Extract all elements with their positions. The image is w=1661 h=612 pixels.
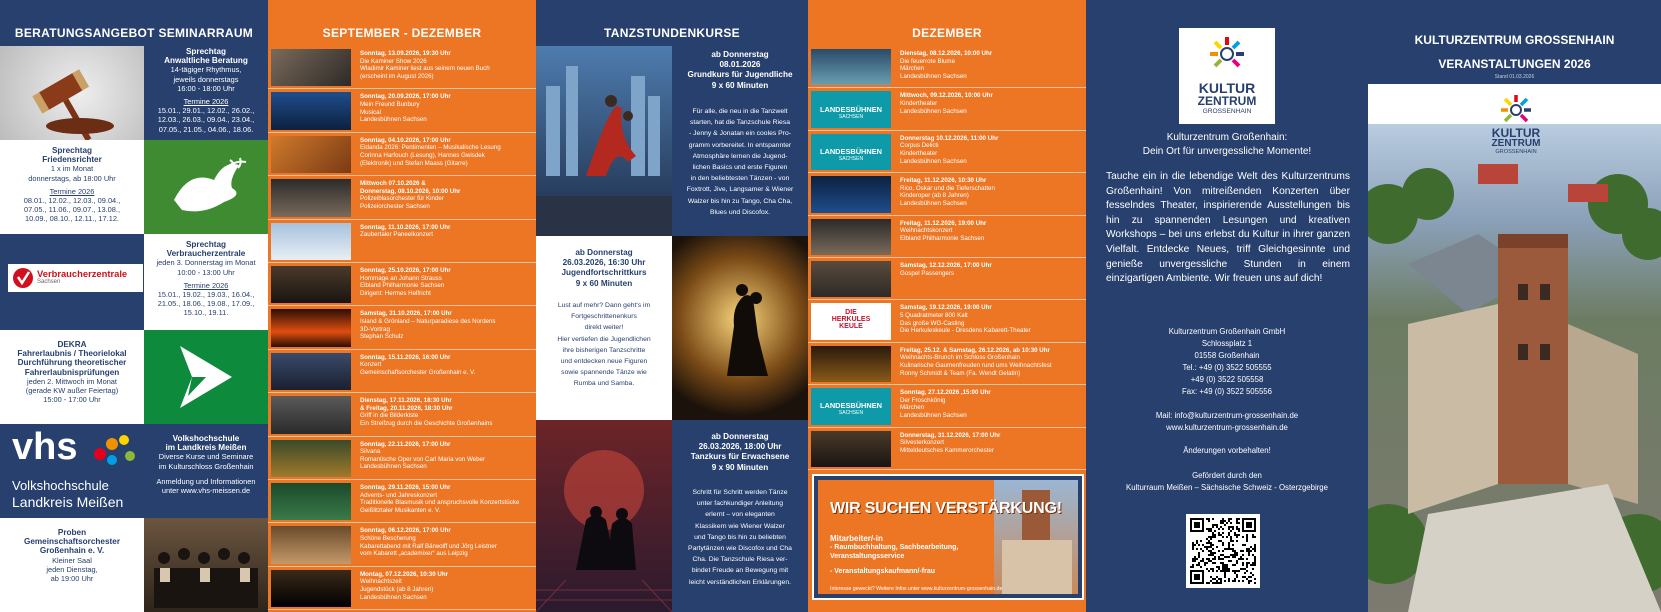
event-text [360,93,534,123]
column-beratung [0,0,268,612]
event-item [808,343,1086,385]
event-date: Freitag, 11.12.2026, 10:30 Uhr [900,177,987,185]
event-desc: Kindertheater Landesbühnen Sachsen [900,99,967,115]
dates: 08.01., 12.02., 12.03., 09.04., 07.05., 11.06., 09.07., 13.08., 10.09., 08.10., 12.11., 17.12. [23,196,121,224]
event-date: Mittwoch 07.10.2026 & Donnerstag, 08.10.2026, 10:00 Uhr [360,180,461,195]
web-text: Mail: info@kulturzentrum-grossenhain.de www.kulturzentrum-grossenhain.de [1155,411,1299,432]
event-item [268,46,536,89]
event-thumbnail [271,396,351,433]
event-desc: Weihnachtszeit Jugendstück (ab 8 Jahren) Landesbühnen Sachsen [360,578,434,601]
event-desc: Konzert Gemeinschaftsorchester Großenhain e. V. [360,361,476,376]
event-thumbnail [811,303,891,339]
event-desc: Island & Grönland – Naturparadiese des Nordens 3D-Vortrag Stephan Schulz [360,317,496,341]
ad-line2: - Veranstaltungskaufmann/-frau [830,568,936,575]
event-date: Sonntag, 11.10.2026, 17:00 Uhr [360,223,451,231]
event-text [360,267,534,297]
event-item [808,46,1086,88]
event-thumbnail [811,91,891,127]
event-item [808,258,1086,300]
event-desc: Hommage an Johann Strauss Elbland Philharmonie Sachsen Dirigent: Hermes Helfricht [360,274,445,297]
event-text [360,224,534,239]
landesbuehnen-logo: LANDESBÜHNEN SACHSEN [819,146,882,162]
body-text: Tauche ein in die lebendige Welt des Kulturzentrums Großenhain! Von mitreißenden Konzerten über fesselndes Theater, inspirierende Ausstellungen bis hin zu spannenden Lesungen und kreativen Workshops – bei uns erlebst du Kultur in ihrer ganzen Vielfalt. Entdecke Neues, triff Gleichgesinnte und genieße unvergessliche Stunden in einem einzigartigen Ambiente. Wir freuen uns auf dich! [1106,171,1350,285]
event-text [900,432,1084,455]
block-dekra [0,340,144,404]
funded-text: Gefördert durch den Kulturraum Meißen – Sächsische Schweiz - Osterzgebirge [1126,471,1328,492]
event-date: Dienstag, 17.11.2026, 18:30 Uhr & Freitag, 20.11.2026, 18:30 Uhr [360,397,453,412]
section-heading: TANZSTUNDENKURSE [604,26,740,40]
vz-check-icon [12,267,34,289]
section-heading: BERATUNGSANGEBOT SEMINARRAUM [0,0,268,46]
event-thumbnail [271,570,351,607]
block-title: Sprechtag Anwaltliche Beratung [164,47,248,66]
vz-area [0,234,144,330]
column-tanz [536,0,808,612]
intro-text: Kulturzentrum Großenhain: Dein Ort für unvergessliche Momente! [1142,132,1312,157]
logo-sun-icon [1498,92,1534,128]
event-date: Sonntag, 15.11.2026, 16:00 Uhr [360,353,451,361]
dates-label: Termine 2026 [49,186,95,196]
event-item [268,263,536,306]
event-date: Sonntag, 20.09.2026, 17:00 Uhr [360,93,451,101]
block-proben [0,528,144,583]
event-thumbnail [811,431,891,467]
event-date: Samstag, 12.12.2026, 17:00 Uhr [900,262,992,269]
block-title: Volkshochschule im Landkreis Meißen [165,434,247,453]
vhs-dots-icon [90,432,140,468]
event-item [268,437,536,480]
verbraucherzentrale-logo [8,264,143,292]
block-vhs [144,434,268,495]
event-item [268,133,536,176]
event-text [360,180,534,210]
course2-text: Lust auf mehr? Dann geht's im Fortgeschrittenenkurs direkt weiter! Hier vertiefen die Jugendlichen ihre bisherigen Tanzschritte und entdecken neue Figuren sowie spannende Tänze wie Rumba und Samba. [557,302,651,388]
event-date: Sonntag, 06.12.2026, 17:00 Uhr [360,527,451,535]
block-title: Sprechtag Verbraucherzentrale [166,240,246,259]
event-text [360,527,534,557]
event-item [808,131,1086,173]
event-desc: Rico, Oskar und die Tieferschatten Kinderoper (ab 8 Jahren) Landesbühnen Sachsen [900,184,995,207]
dekra-logo [144,330,268,424]
orchestra-photo [144,518,268,612]
event-item [808,300,1086,342]
event-thumbnail [271,353,351,390]
block-friedensrichter [0,146,144,224]
event-thumbnail [811,176,891,212]
block-info: Anmeldung und Informationen unter www.vhs-meissen.de [156,476,256,496]
event-date: Freitag, 25.12. & Samstag, 26.12.2026, ab 10:30 Uhr [900,346,1050,354]
cover-logo [1468,92,1564,162]
logo-line2: ZENTRUM [1491,138,1541,149]
event-desc: Eldanda 2026: Pentimenten – Musikalische Lesung Corinna Harfouch (Lesung), Hannes Gwisdek (Elektronik) und Stefan Maass (Gitarre) [360,144,501,167]
event-thumbnail [271,483,351,520]
castle-photo [1368,124,1661,612]
event-desc: Gospel Passengers [900,269,954,277]
dance-photo-3 [536,420,672,612]
block-text: jeden 3. Donnerstag im Monat 10:00 - 13:00 Uhr [156,258,256,277]
event-desc: Die feuerrote Blume Märchen Landesbühnen Sachsen [900,57,967,80]
block-title: DEKRA Fahrerlaubnis / Theorielokal Durchführung theoretischer Fahrerlaubnisprüfungen [17,340,127,377]
contact-text: Kulturzentrum Großenhain GmbH Schlossplatz 1 01558 Großenhain Tel.: +49 (0) 3522 505555 +49 (0) 3522 505558 Fax: +49 (0) 3522 505556 [1168,327,1286,396]
event-thumbnail [811,219,891,255]
event-date: Sonntag, 27.12.2026 ,15:00 Uhr [900,389,991,397]
event-thumbnail [271,309,351,346]
course1-text: Für alle, die neu in die Tanzwelt starten, hat die Tanzschule Riesa - Jenny & Jonatan ein cooles Pro- gramm vorbereitet. In entspannter Atmosphäre lernen die Jugend- lichen Basics und erste Figuren in den beliebtesten Tänzen - von Foxtrott, Jive, Langsamer & Wiener Walzer bis hin zu Tango, Cha Cha, Blues und Discofox. [686,108,794,216]
job-ad [812,474,1084,600]
event-text [360,397,534,427]
event-item [268,220,536,263]
event-desc: Die Kaminer Show 2026 Wladimir Kaminer liest aus seinem neuen Buch (erscheint im August 2026) [360,57,490,80]
logo-line1: KULTUR [1198,80,1256,96]
event-item [268,393,536,436]
event-item [808,173,1086,215]
event-date: Dienstag, 08.12.2026, 10:00 Uhr [900,50,993,57]
event-desc: Weihnachts-Brunch im Schloss Großenhain Kulinarische Gaumenfreuden rund ums Weihnachtsfest Ronny Schmidt & Team (Fa. Wendt Gelatin) [900,354,1052,377]
event-desc: Griff in die Bilderkiste Ein Streifzug durch die Geschichte Großenhains [360,412,493,427]
event-text [900,177,1084,207]
event-item [268,523,536,566]
block-text: Kleiner Saal jeden Dienstag, ab 19:00 Uhr [46,555,98,584]
event-date: Sonntag, 25.10.2026, 17:00 Uhr [360,267,451,274]
event-text [900,220,1084,243]
section-heading: DEZEMBER [912,26,982,40]
event-thumbnail [271,136,351,173]
block-verbraucher [144,240,268,318]
event-text [360,484,534,514]
dance-photo-1 [536,46,672,236]
event-item [268,480,536,523]
event-text [900,92,1084,115]
event-text [360,354,534,377]
event-date: Donnerstag, 31.12.2026, 17:00 Uhr [900,431,1001,439]
event-thumbnail [271,179,351,216]
event-item [808,428,1086,470]
event-thumbnail [271,92,351,129]
logo-line2: ZENTRUM [1197,94,1257,108]
event-text [900,135,1084,165]
block-anwalt [144,47,268,134]
dove-photo [144,140,268,234]
logo-line3: GROSSENHAIN [1202,108,1252,115]
event-item [808,216,1086,258]
vhs-logo-text: vhs [12,426,78,468]
logo-sun-icon [1207,34,1247,80]
event-item [808,88,1086,130]
event-date: Montag, 07.12.2026, 10:30 Uhr [360,570,449,578]
landesbuehnen-logo: LANDESBÜHNEN SACHSEN [819,104,882,120]
event-date: Samstag, 19.12.2026, 19:00 Uhr [900,304,992,312]
logo-line1: KULTUR [1491,126,1541,140]
landesbuehnen-logo: LANDESBÜHNEN SACHSEN [819,401,882,417]
vhs-line2: Landkreis Meißen [12,494,124,510]
block-text: jeden 2. Mittwoch im Monat (gerade KW außer Feiertag) 15:00 - 17:00 Uhr [25,376,119,405]
event-desc: Silvana Romantische Oper von Carl Maria von Weber Landesbühnen Sachsen [360,448,486,471]
stand-text: Stand 01.03.2026 [1494,74,1535,80]
event-thumbnail [271,223,351,260]
event-item [808,385,1086,427]
event-text [900,262,1084,277]
event-thumbnail [271,526,351,563]
column-cover [1368,0,1661,612]
event-item [268,176,536,219]
qr-code-icon [1190,518,1256,584]
event-desc: Mein Freund Bunbury Musical Landesbühnen Sachsen [360,100,427,124]
event-thumbnail [271,49,351,86]
vz-logo-text: Verbraucherzentrale [37,268,128,279]
event-thumbnail [811,134,891,170]
ad-line1: - Raumbuchhaltung, Sachbearbeitung, Veranstaltungsservice [830,544,959,560]
event-text [900,50,1084,80]
column-sep-dez [268,0,536,612]
ad-footer: Interesse geweckt? Weitere Infos unter www.kulturzentrum-grossenhain.de [830,586,1003,592]
event-text [360,137,534,167]
event-thumbnail [811,346,891,382]
note-text: Änderungen vorbehalten! [1183,446,1271,455]
event-item [268,89,536,132]
logo-line3: GROSSENHAIN [1495,149,1537,155]
course2-head: ab Donnerstag 26.03.2026, 16:30 Uhr Jugendfortschrittkurs 9 x 60 Minuten [561,248,647,288]
event-desc: Der Froschkönig Märchen Landesbühnen Sachsen [900,396,967,419]
event-date: Sonntag, 13.09.2026, 19:30 Uhr [360,50,451,57]
cover-title: KULTURZENTRUM GROSSENHAIN VERANSTALTUNGEN 2026 [1414,33,1615,71]
event-text [900,304,1084,334]
vhs-line1: Volkshochschule [12,478,109,493]
event-text [900,389,1084,419]
event-date: Sonntag, 04.10.2026, 17:00 Uhr [360,136,451,144]
kulturzentrum-logo [1179,28,1275,124]
dance-photo-2 [672,236,808,420]
event-desc: Advents- und Jahreskonzert Traditionelle Blasmusik und anspruchsvolle Konzertstücke Geißlitztaler Musikanten e. V. [360,491,520,514]
event-desc: Zaubertaler Paneelkonzert [360,231,433,239]
event-desc: Corpus Delicti Kindertheater Landesbühnen Sachsen [900,142,967,165]
event-item [268,567,536,610]
dates-label: Termine 2026 [183,97,229,107]
dates-label: Termine 2026 [183,280,229,290]
qr-code[interactable] [1186,514,1260,588]
event-item [268,350,536,393]
event-thumbnail [811,388,891,424]
event-item [268,306,536,349]
event-desc: Schöne Bescherung Kabarettabend mit Ralf Bärwolff und Jörg Leistner vom Kabarett „academixer“ aus Leipzig [360,534,497,558]
herkuleskeule-logo: DIE HERKULES KEULE [831,309,871,331]
event-text [360,571,534,601]
event-desc: Silvesterkonzert Mitteldeutsches Kammerorchester [900,439,994,454]
event-text [900,347,1084,377]
vhs-logo [0,424,144,518]
event-date: Freitag, 11.12.2026, 19:00 Uhr [900,219,987,227]
block-text: 1 x im Monat donnerstags, ab 18:00 Uhr [28,164,116,183]
building-photo [994,480,1078,594]
ad-sub: Mitarbeiter/-in [830,534,883,543]
event-desc: Polizeiblasorchester für Kinder Polizeiorchester Sachsen [360,195,444,210]
dates: 15.01., 29.01., 12.02., 26.02., 12.03., 26.03., 09.04., 23.04., 07.05., 21.05., 04.06., 18.06. [157,106,255,134]
event-thumbnail [271,440,351,477]
ad-title: WIR SUCHEN VERSTÄRKUNG! [830,500,1062,517]
event-desc: 5 Quadratmeter 800 Kalt Das große WG-Casting Die Herkuleskeule - Dresdens Kabarett-Theater [900,311,1031,335]
course3-text: Schritt für Schritt werden Tänze unter fachkundiger Anleitung erlernt – von eleganten Klassikern wie Wiener Walzer und Tango bis hin zu beliebten Partytänzen wie Discofox und Cha Cha. Die Tanzschule Riesa ver- bindet Freude an Bewegung mit leicht verständlichen Erklärungen. [688,489,792,586]
vz-logo-sub: Sachsen [37,279,61,285]
event-thumbnail [811,261,891,297]
event-desc: Weihnachtskonzert Elbland Philharmonie Sachsen [900,227,985,242]
gavel-photo [0,46,144,140]
block-text: 14-tägiger Rhythmus, jeweils donnerstags 16:00 - 18:00 Uhr [170,65,242,93]
event-thumbnail [271,266,351,303]
block-text: Diverse Kurse und Seminare im Kulturschloss Großenhain [158,452,254,471]
event-date: Sonntag, 29.11.2026, 15:00 Uhr [360,484,451,491]
event-date: Donnerstag 10.12.2026, 11:00 Uhr [900,134,999,142]
event-text [360,310,534,340]
event-date: Samstag, 31.10.2026, 17:00 Uhr [360,310,452,318]
event-thumbnail [811,49,891,85]
course3-head: ab Donnerstag 26.03.2026, 18:00 Uhr Tanzkurs für Erwachsene 9 x 90 Minuten [690,432,790,472]
column-dezember [808,0,1086,612]
block-title: Sprechtag Friedensrichter [42,146,102,165]
dates: 15.01., 19.02., 19.03., 16.04., 21.05., 18.06., 19.08., 17.09., 15.10., 19.11. [157,290,255,318]
course1-head: ab Donnerstag 08.01.2026 Grundkurs für Jugendliche 9 x 60 Minuten [687,50,793,90]
event-date: Sonntag, 22.11.2026, 17:00 Uhr [360,440,451,448]
block-title: Proben Gemeinschaftsorchester Großenhain e. V. [23,528,120,556]
event-text [360,441,534,471]
column-about [1086,0,1368,612]
event-date: Mittwoch, 09.12.2026, 10:00 Uhr [900,92,993,100]
section-heading: SEPTEMBER - DEZEMBER [322,26,482,40]
event-text [360,50,534,80]
